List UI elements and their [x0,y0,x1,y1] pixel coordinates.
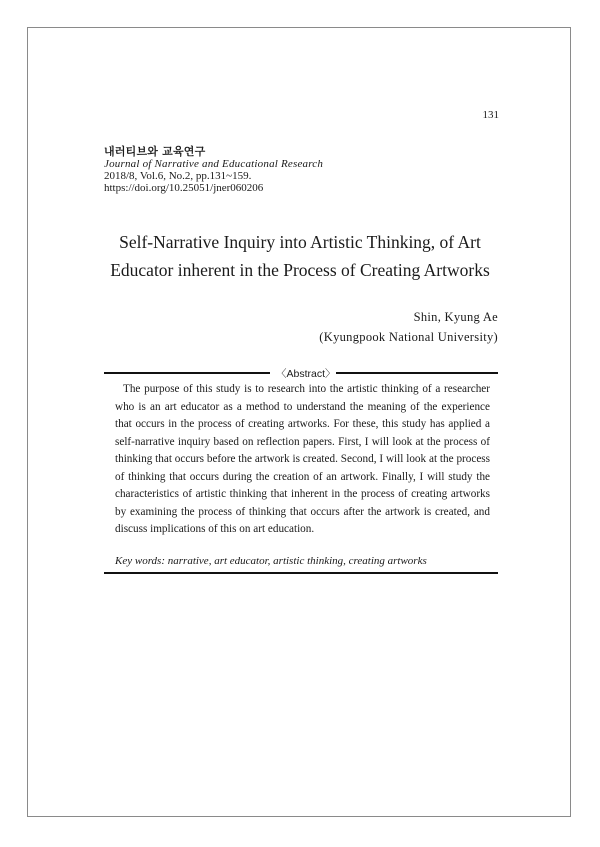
journal-issue: 2018/8, Vol.6, No.2, pp.131~159. [104,170,252,182]
abstract-rule-left [104,372,270,374]
abstract-heading: 〈Abstract〉 [276,368,336,380]
author-affiliation: (Kyungpook National University) [319,330,498,344]
doi-link[interactable]: https://doi.org/10.25051/jner060206 [104,182,264,194]
abstract-rule-right [336,372,498,374]
journal-english-title: Journal of Narrative and Educational Research [104,158,324,170]
keywords-rule [104,572,498,574]
article-title-line-2: Educator inherent in the Process of Creating Artworks [110,260,490,280]
keywords: Key words: narrative, art educator, artistic thinking, creating artworks [115,555,427,567]
author-name: Shin, Kyung Ae [413,310,498,324]
abstract-body: The purpose of this study is to research into the artistic thinking of a researcher who is an art educator as a method to understand the meaning of the experience that occurs in the process of creating artworks. For these, this study has applied a self-narrative inquiry based on reflection papers. First, I will look at the process of thinking that occurs before the artwork is created. Second, I will look at the process of thinking that occurs during the creation of an artwork. Finally, I will study the characteristics of artistic thinking that inherent in the process of creating artworks by examining the process of thinking that occurs after the artwork is created, and discuss implications of this on art education. [115,383,490,535]
page-number: 131 [482,109,499,121]
article-title [60,228,540,284]
journal-korean-title: 내러티브와 교육연구 [104,145,206,158]
article-title-line-1: Self-Narrative Inquiry into Artistic Thinking, of Art [119,232,481,252]
